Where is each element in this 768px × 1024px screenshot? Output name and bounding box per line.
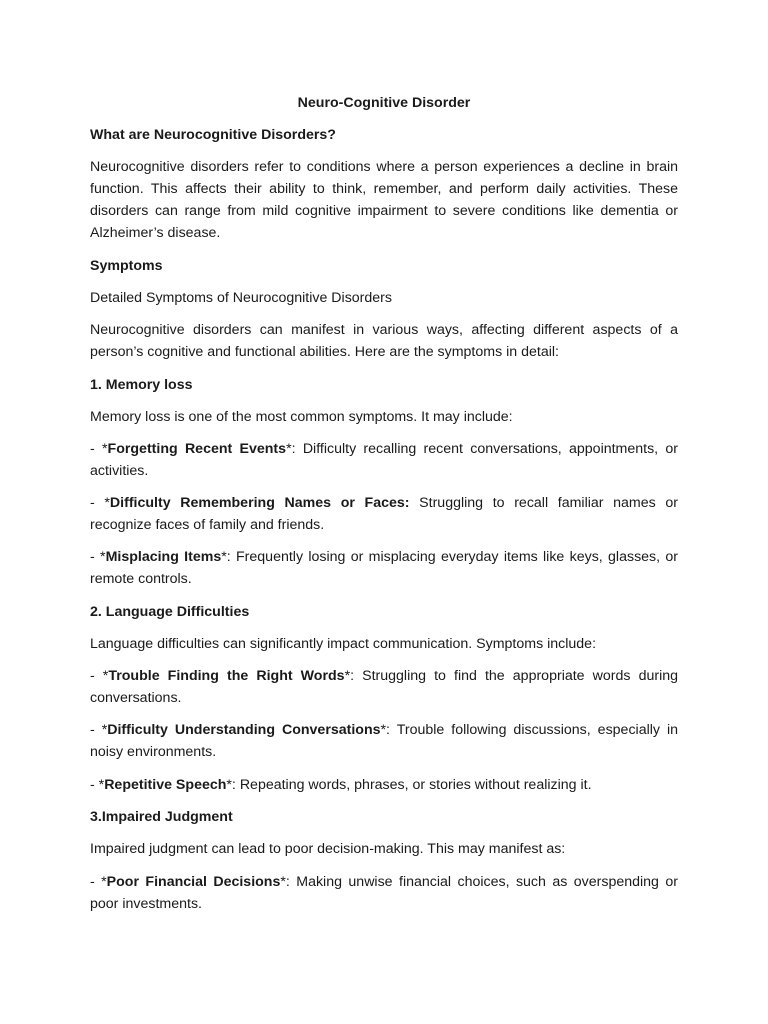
section-heading-memory-loss: 1. Memory loss: [90, 377, 193, 393]
list-item: - *Forgetting Recent Events*: Difficulty recalling recent conversations, appointments, or activities.: [90, 441, 679, 479]
list-item: - *Difficulty Remembering Names or Faces: Struggling to recall familiar names or recognize faces of family and friends.: [90, 495, 678, 533]
heading-symptoms: Symptoms: [90, 258, 163, 274]
section-intro-language: Language difficulties can significantly impact communication. Symptoms include:: [90, 636, 597, 652]
section-intro-judgment: Impaired judgment can lead to poor decision-making. This may manifest as:: [90, 841, 566, 857]
symptoms-subtitle: Detailed Symptoms of Neurocognitive Disorders: [90, 290, 393, 306]
symptoms-intro: Neurocognitive disorders can manifest in various ways, affecting different aspects of a person’s cognitive and functional abilities. Here are the symptoms in detail:: [90, 322, 678, 360]
intro-paragraph: Neurocognitive disorders refer to conditions where a person experiences a decline in brain function. This affects their ability to think, remember, and perform daily activities. These disorders can range from mild cognitive impairment to severe conditions like dementia or Alzheimer’s disease.: [90, 159, 678, 241]
list-item: - *Poor Financial Decisions*: Making unwise financial choices, such as overspending or poor investments.: [90, 874, 678, 912]
list-item: - *Repetitive Speech*: Repeating words, phrases, or stories without realizing it.: [90, 777, 592, 793]
section-heading-language: 2. Language Difficulties: [90, 604, 250, 620]
section-intro-memory-loss: Memory loss is one of the most common symptoms. It may include:: [90, 409, 513, 425]
list-item: - *Trouble Finding the Right Words*: Struggling to find the appropriate words during conversations.: [90, 668, 679, 706]
list-item: - *Misplacing Items*: Frequently losing or misplacing everyday items like keys, glasses, or remote controls.: [90, 549, 679, 587]
section-heading-judgment: 3.Impaired Judgment: [90, 809, 233, 825]
document-title: Neuro-Cognitive Disorder: [297, 95, 471, 111]
list-item: - *Difficulty Understanding Conversations*: Trouble following discussions, especially in noisy environments.: [90, 722, 678, 760]
heading-what-are: What are Neurocognitive Disorders?: [90, 127, 336, 143]
